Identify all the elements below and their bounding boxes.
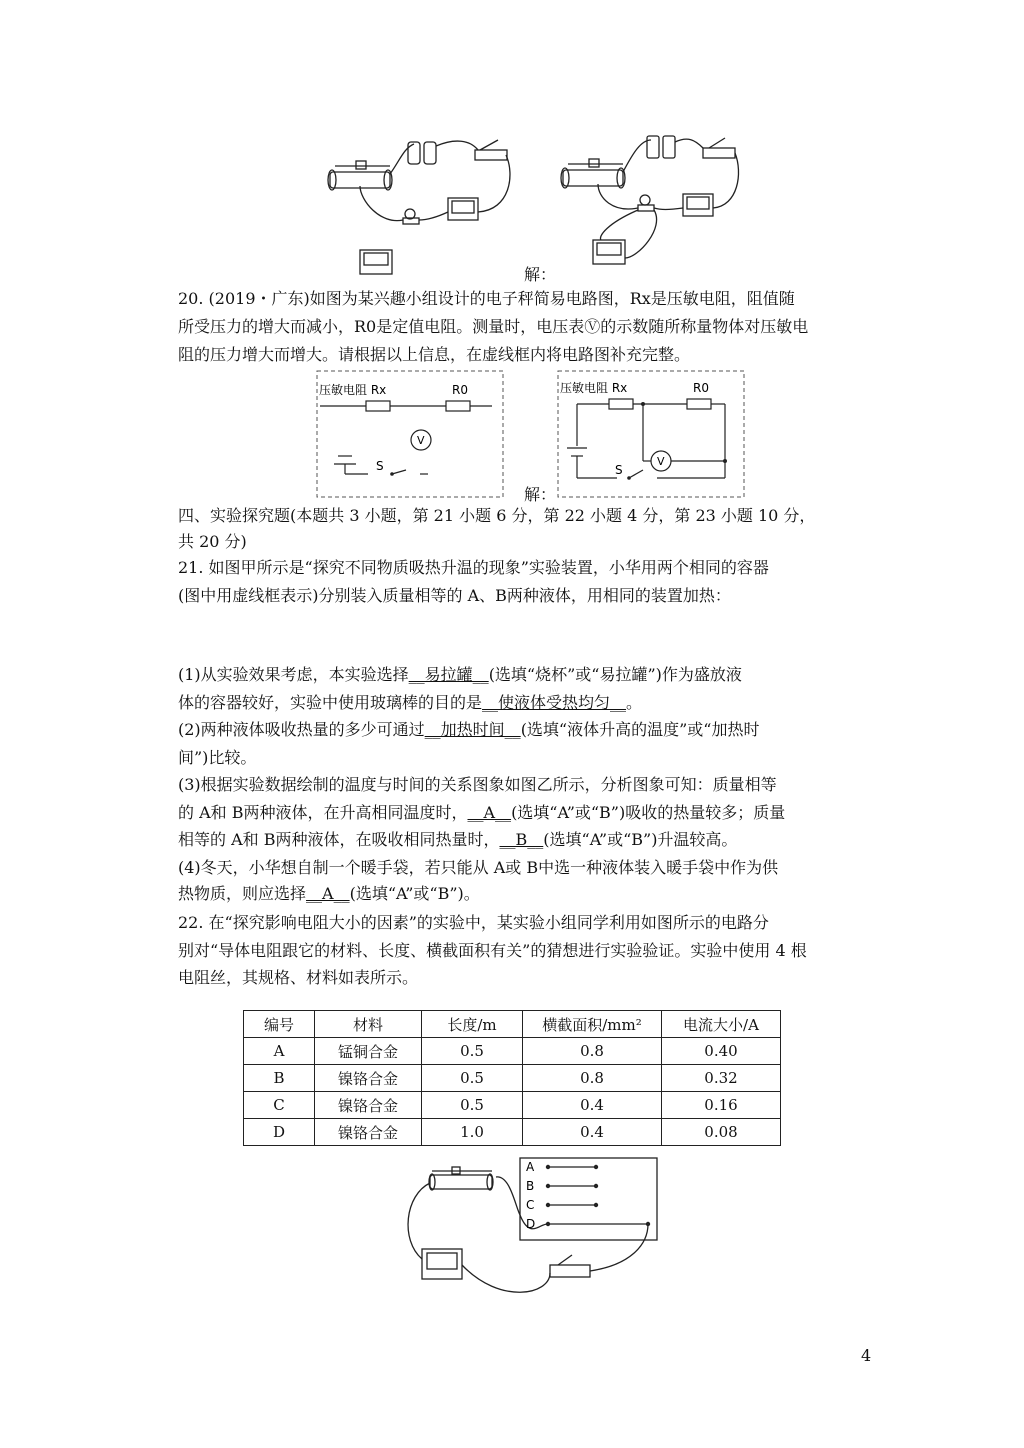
table-header: 横截面积/mm² bbox=[523, 1011, 662, 1038]
answer-label: 解： bbox=[524, 265, 557, 284]
table-cell: A bbox=[244, 1038, 315, 1065]
table-header-row bbox=[244, 1011, 781, 1038]
r0-label: R0 bbox=[452, 383, 468, 397]
switch-label: S bbox=[376, 459, 384, 473]
table-header: 材料 bbox=[315, 1011, 422, 1038]
table-cell: 0.5 bbox=[422, 1038, 523, 1065]
table-cell: 1.0 bbox=[422, 1119, 523, 1146]
apparatus-figure-left bbox=[320, 130, 520, 280]
table-cell: 0.8 bbox=[523, 1038, 662, 1065]
table-cell: B bbox=[244, 1065, 315, 1092]
table-cell: 镍铬合金 bbox=[315, 1065, 422, 1092]
section-heading-line-1: 四、实验探究题(本题共 3 小题，第 21 小题 6 分，第 22 小题 4 分，第 23 小题 10 分， bbox=[178, 506, 816, 525]
voltmeter-label: V bbox=[417, 434, 425, 447]
table-cell: 0.4 bbox=[523, 1092, 662, 1119]
rx-label: 压敏电阻 Rx bbox=[319, 383, 387, 397]
q20-line-2: 所受压力的增大而减小，R0是定值电阻。测量时，电压表Ⓥ的示数随所称量物体对压敏电 bbox=[178, 317, 809, 336]
wire-label-c: C bbox=[526, 1198, 535, 1212]
answer-blank: __加热时间__ bbox=[424, 720, 521, 739]
circuit-diagram-solution bbox=[557, 370, 745, 498]
table-cell: 0.8 bbox=[523, 1065, 662, 1092]
table-header: 长度/m bbox=[422, 1011, 523, 1038]
answer-blank: __易拉罐__ bbox=[408, 665, 489, 684]
table-cell: 锰铜合金 bbox=[315, 1038, 422, 1065]
circuit-diagram-blank bbox=[316, 370, 504, 498]
table-cell: 0.5 bbox=[422, 1065, 523, 1092]
answer-blank: __A__ bbox=[467, 803, 512, 822]
table-cell: 镍铬合金 bbox=[315, 1119, 422, 1146]
answer-label: 解： bbox=[524, 485, 557, 504]
wire-label-b: B bbox=[526, 1179, 535, 1193]
switch-label: S bbox=[615, 463, 623, 477]
rx-label: 压敏电阻 Rx bbox=[560, 381, 628, 395]
table-cell: 0.16 bbox=[662, 1092, 781, 1119]
q21-intro-line-1: 21. 如图甲所示是“探究不同物质吸热升温的现象”实验装置，小华用两个相同的容器 bbox=[178, 558, 769, 577]
table-row bbox=[244, 1119, 781, 1146]
r0-label: R0 bbox=[693, 381, 709, 395]
voltmeter-label: V bbox=[657, 455, 665, 468]
q21-part4-line2: 热物质，则应选择__A__(选填“A”或“B”)。 bbox=[178, 884, 480, 903]
table-row bbox=[244, 1065, 781, 1092]
table-cell: 0.32 bbox=[662, 1065, 781, 1092]
table-header: 电流大小/A bbox=[662, 1011, 781, 1038]
q22-line-2: 别对“导体电阻跟它的材料、长度、横截面积有关”的猜想进行实验验证。实验中使用 4 根 bbox=[178, 941, 807, 960]
answer-blank: __使液体受热均匀__ bbox=[482, 693, 627, 712]
q21-part3-line2: 的 A和 B两种液体，在升高相同温度时，__A__(选填“A”或“B”)吸收的热量较多；质量 bbox=[178, 803, 786, 822]
resistance-table bbox=[243, 1010, 781, 1146]
q21-part2-line1: (2)两种液体吸收热量的多少可通过__加热时间__(选填“液体升高的温度”或“加热时 bbox=[178, 720, 760, 739]
q21-intro-line-2: (图中用虚线框表示)分别装入质量相等的 A、B两种液体，用相同的装置加热： bbox=[178, 586, 731, 605]
experiment-circuit-figure bbox=[400, 1155, 662, 1305]
q22-line-3: 电阻丝，其规格、材料如表所示。 bbox=[178, 968, 419, 987]
answer-blank: __B__ bbox=[499, 830, 544, 849]
q21-part1-line2: 体的容器较好，实验中使用玻璃棒的目的是__使液体受热均匀__。 bbox=[178, 693, 643, 712]
table-row bbox=[244, 1038, 781, 1065]
apparatus-figure-right bbox=[553, 128, 743, 276]
q20-line-1: 20. (2019・广东)如图为某兴趣小组设计的电子秤简易电路图，Rx是压敏电阻，阻值随 bbox=[178, 289, 795, 308]
q21-part4-line1: (4)冬天，小华想自制一个暖手袋，若只能从 A或 B中选一种液体装入暖手袋中作为供 bbox=[178, 858, 779, 877]
q21-part3-line1: (3)根据实验数据绘制的温度与时间的关系图象如图乙所示，分析图象可知：质量相等 bbox=[178, 775, 777, 794]
table-row bbox=[244, 1092, 781, 1119]
table-cell: 镍铬合金 bbox=[315, 1092, 422, 1119]
table-cell: C bbox=[244, 1092, 315, 1119]
answer-blank: __A__ bbox=[306, 884, 350, 903]
table-cell: 0.4 bbox=[523, 1119, 662, 1146]
table-cell: 0.40 bbox=[662, 1038, 781, 1065]
page-number: 4 bbox=[861, 1346, 872, 1365]
wire-label-a: A bbox=[526, 1160, 535, 1174]
q21-part1-line1: (1)从实验效果考虑，本实验选择__易拉罐__(选填“烧杯”或“易拉罐”)作为盛放液 bbox=[178, 665, 742, 684]
q20-line-3: 阻的压力增大而增大。请根据以上信息，在虚线框内将电路图补充完整。 bbox=[178, 345, 691, 364]
table-header: 编号 bbox=[244, 1011, 315, 1038]
q21-part2-line2: 间”)比较。 bbox=[178, 748, 257, 767]
table-cell: 0.5 bbox=[422, 1092, 523, 1119]
table-cell: D bbox=[244, 1119, 315, 1146]
q22-line-1: 22. 在“探究影响电阻大小的因素”的实验中，某实验小组同学利用如图所示的电路分 bbox=[178, 913, 769, 932]
q21-part3-line3: 相等的 A和 B两种液体，在吸收相同热量时，__B__(选填“A”或“B”)升温较高。 bbox=[178, 830, 738, 849]
wire-label-d: D bbox=[526, 1217, 536, 1231]
section-heading-line-2: 共 20 分) bbox=[178, 532, 247, 551]
table-cell: 0.08 bbox=[662, 1119, 781, 1146]
